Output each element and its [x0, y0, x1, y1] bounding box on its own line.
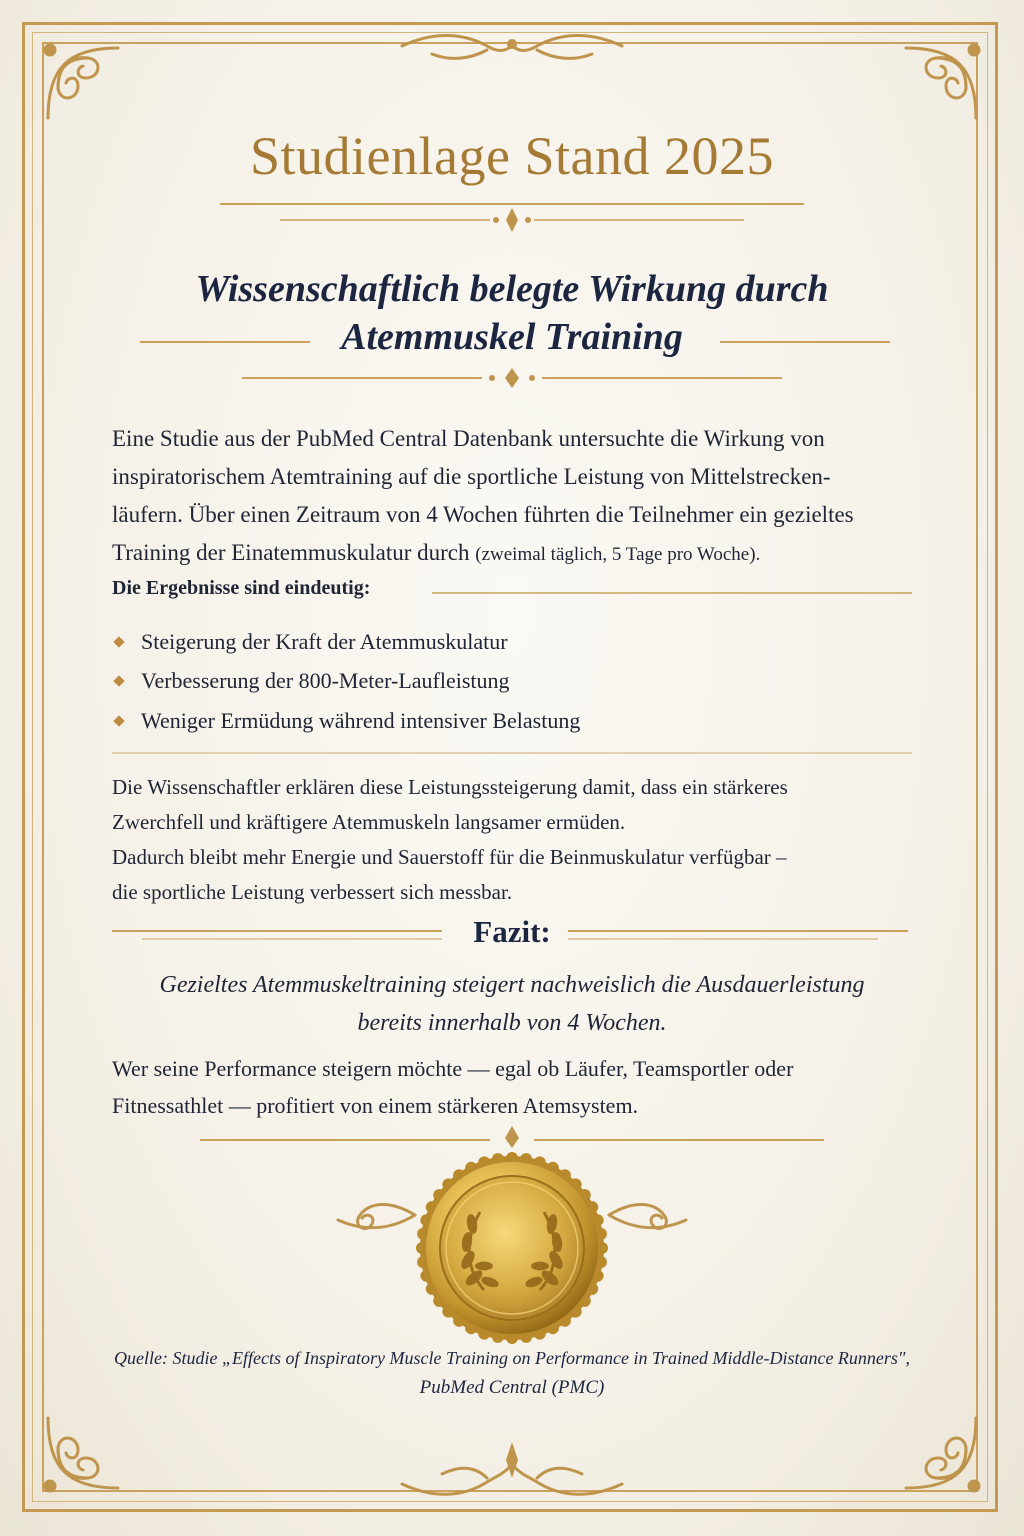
result-item-text: Steigerung der Kraft der Atemmuskulatur [141, 628, 508, 654]
results-heading-rule [432, 590, 912, 596]
list-item [112, 662, 580, 702]
list-item [112, 701, 580, 741]
seal-flourish-left-icon [330, 1190, 420, 1240]
source-line-2: PubMed Central (PMC) [419, 1377, 605, 1398]
fazit-rule-right [568, 928, 908, 942]
subtitle-rule-left [140, 338, 310, 346]
section-divider [112, 750, 912, 756]
diamond-bullet-icon [113, 676, 124, 687]
explanation-line-2: Zwerchfell und kräftigere Atemmuskeln langsamer ermüden. [112, 810, 626, 834]
diamond-bullet-icon [113, 636, 124, 647]
fazit-line-1: Gezieltes Atemmuskeltraining steigert nachweislich die Ausdauerleistung [159, 972, 865, 998]
subtitle-divider [242, 366, 782, 390]
intro-line-2: inspiratorischem Atemtraining auf die sportliche Leistung von Mittelstrecken- [112, 464, 831, 489]
subtitle [0, 265, 1024, 361]
intro-line-4-small: (zweimal täglich, 5 Tage pro Woche). [475, 544, 761, 565]
intro-paragraph [112, 420, 922, 574]
corner-ornament-top-left-icon [28, 28, 138, 138]
intro-line-4-main: Training der Einatemmuskulatur durch [112, 540, 476, 565]
title-divider [200, 196, 824, 236]
intro-line-3: läufern. Über einen Zeitraum von 4 Wochen führten die Teilnehmer ein gezieltes [112, 502, 854, 527]
results-list [112, 622, 580, 741]
fazit-line-2: bereits innerhalb von 4 Wochen. [357, 1010, 667, 1036]
intro-line-1: Eine Studie aus der PubMed Central Datenbank untersuchte die Wirkung von [112, 426, 825, 451]
closing-line-1: Wer seine Performance steigern möchte — egal ob Läufer, Teamsportler oder [112, 1056, 794, 1081]
subtitle-line-1: Wissenschaftlich belegte Wirkung durch [195, 268, 829, 310]
subtitle-rule-right [720, 338, 890, 346]
corner-ornament-top-right-icon [886, 28, 996, 138]
result-item-text: Weniger Ermüdung während intensiver Belastung [141, 707, 581, 733]
diamond-bullet-icon [113, 715, 124, 726]
top-flourish-icon [392, 28, 632, 68]
fazit-text [80, 966, 944, 1042]
explanation-line-4: die sportliche Leistung verbessert sich messbar. [112, 880, 513, 904]
source-line-1: Quelle: Studie „Effects of Inspiratory Muscle Training on Performance in Trained Middle-Distance Runners", [114, 1348, 910, 1368]
fazit-heading: Fazit: [473, 914, 551, 949]
seal-divider [200, 1124, 824, 1148]
closing-paragraph [112, 1050, 922, 1124]
list-item [112, 622, 580, 662]
intro-line-4 [112, 534, 922, 574]
subtitle-line-2: Atemmuskel Training [341, 316, 683, 358]
corner-ornament-bottom-right-icon [886, 1398, 996, 1508]
result-item-text: Verbesserung der 800-Meter-Laufleistung [141, 668, 510, 694]
bottom-flourish-icon [392, 1434, 632, 1504]
gold-laurel-seal-icon [414, 1150, 610, 1346]
explanation-paragraph [112, 770, 922, 910]
closing-line-2: Fitnessathlet — profitiert von einem stärkeren Atemsystem. [112, 1093, 639, 1118]
corner-ornament-bottom-left-icon [28, 1398, 138, 1508]
page-title: Studienlage Stand 2025 [250, 126, 774, 186]
results-heading: Die Ergebnisse sind eindeutig: [112, 577, 371, 599]
source-citation [60, 1343, 964, 1403]
seal-flourish-right-icon [604, 1190, 694, 1240]
explanation-line-3: Dadurch bleibt mehr Energie und Sauerstoff für die Beinmuskulatur verfügbar – [112, 845, 787, 869]
explanation-line-1: Die Wissenschaftler erklären diese Leistungssteigerung damit, dass ein stärkeres [112, 775, 788, 799]
